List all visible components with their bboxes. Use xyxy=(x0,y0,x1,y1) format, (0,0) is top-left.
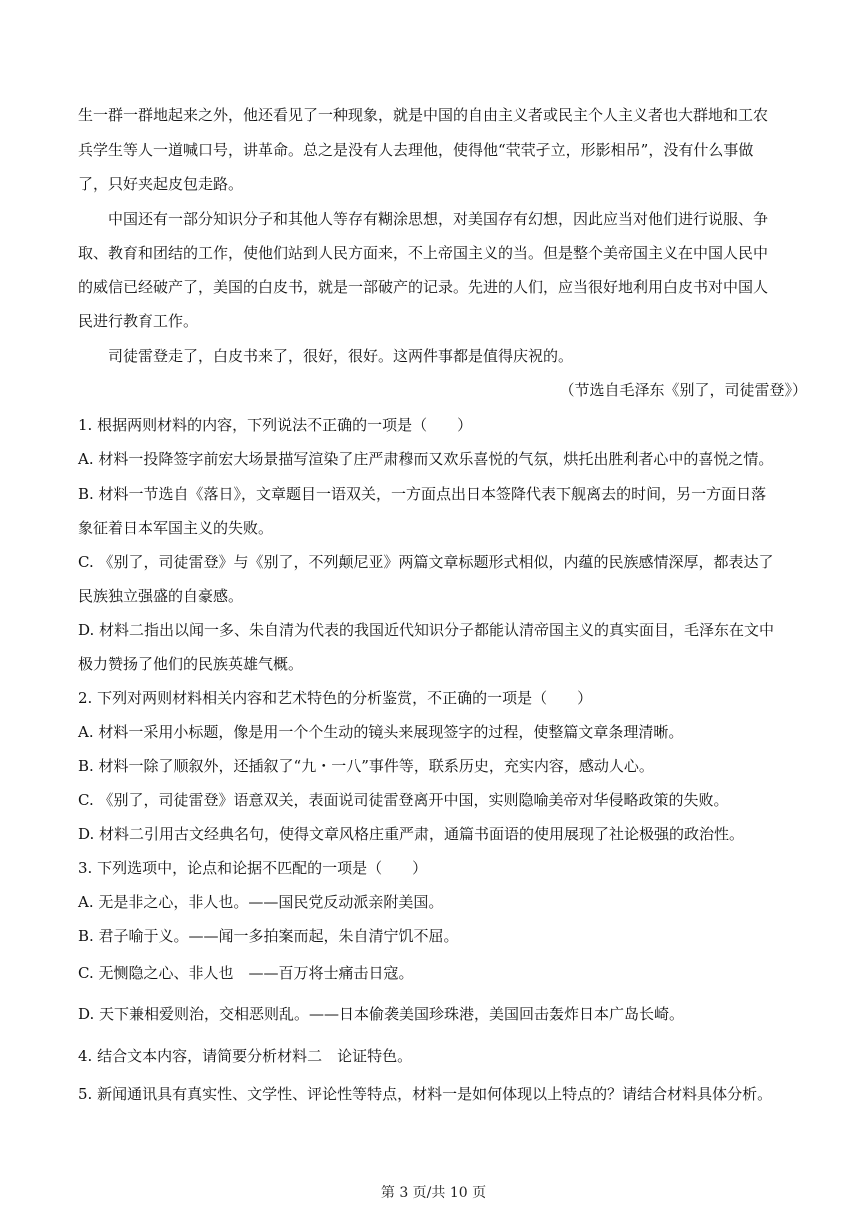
question-2-option-c: C. 《别了，司徒雷登》语意双关，表面说司徒雷登离开中国，实则隐喻美帝对华侵略政策的失败。 xyxy=(78,791,729,809)
question-1-option-c: C. 《别了，司徒雷登》与《别了，不列颠尼亚》两篇文章标题形式相似，内蕴的民族感情深厚，都表达了 xyxy=(78,553,774,571)
question-3-option-a: A. 无是非之心，非人也。——国民党反动派亲附美国。 xyxy=(78,893,444,911)
question-3-stem: 3. 下列选项中，论点和论据不匹配的一项是（ ） xyxy=(78,859,428,877)
passage-line: 兵学生等人一道喊口号，讲革命。总之是没有人去理他，使得他“茕茕孑立，形影相吊”，没有什么事做 xyxy=(78,141,754,159)
question-2-option-b: B. 材料一除了顺叙外，还插叙了“九・一八”事件等，联系历史，充实内容，感动人心。 xyxy=(78,757,654,775)
passage-line: 司徒雷登走了，白皮书来了，很好，很好。这两件事都是值得庆祝的。 xyxy=(108,347,574,365)
question-3-option-b: B. 君子喻于义。——闻一多拍案而起，朱自清宁饥不屈。 xyxy=(78,927,459,945)
question-1-option-b-cont: 象征着日本军国主义的失败。 xyxy=(78,519,274,537)
question-4: 4. 结合文本内容，请简要分析材料二 论证特色。 xyxy=(78,1047,413,1065)
question-1-option-d-cont: 极力赞扬了他们的民族英雄气概。 xyxy=(78,655,304,673)
question-2-option-a: A. 材料一采用小标题，像是用一个个生动的镜头来展现签字的过程，使整篇文章条理清晰。 xyxy=(78,723,684,741)
question-1-option-b: B. 材料一节选自《落日》，文章题目一语双关，一方面点出日本签降代表下舰离去的时间，另一方面日落 xyxy=(78,485,767,503)
question-3-option-d: D. 天下兼相爱则治，交相恶则乱。——日本偷袭美国珍珠港，美国回击轰炸日本广岛长崎。 xyxy=(78,1005,685,1023)
question-1-option-a: A. 材料一投降签字前宏大场景描写渲染了庄严肃穆而又欢乐喜悦的气氛，烘托出胜利者心中的喜悦之情。 xyxy=(78,450,774,468)
passage-line: 民进行教育工作。 xyxy=(78,312,199,330)
question-5: 5. 新闻通讯具有真实性、文学性、评论性等特点，材料一是如何体现以上特点的？请结合材料具体分析。 xyxy=(78,1085,773,1103)
question-1-option-c-cont: 民族独立强盛的自豪感。 xyxy=(78,587,244,605)
passage-line: 中国还有一部分知识分子和其他人等存有糊涂思想，对美国存有幻想，因此应当对他们进行说服、争 xyxy=(108,210,769,228)
question-3-option-c: C. 无恻隐之心、非人也 ——百万将士痛击日寇。 xyxy=(78,964,414,982)
question-1-stem: 1. 根据两则材料的内容，下列说法不正确的一项是（ ） xyxy=(78,416,473,434)
question-2-stem: 2. 下列对两则材料相关内容和艺术特色的分析鉴赏，不正确的一项是（ ） xyxy=(78,689,593,707)
page-footer: 第 3 页/共 10 页 xyxy=(380,1185,487,1201)
question-1-option-d: D. 材料二指出以闻一多、朱自清为代表的我国近代知识分子都能认清帝国主义的真实面目，毛泽东在文中 xyxy=(78,621,775,639)
passage-line: 了，只好夹起皮包走路。 xyxy=(78,175,244,193)
passage-line: 的威信已经破产了，美国的白皮书，就是一部破产的记录。先进的人们，应当很好地利用白皮书对中国人 xyxy=(78,278,769,296)
passage-line: 取、教育和团结的工作，使他们站到人民方面来，不上帝国主义的当。但是整个美帝国主义在中国人民中 xyxy=(78,244,769,262)
passage-line: 生一群一群地起来之外，他还看见了一种现象，就是中国的自由主义者或民主个人主义者也大群地和工农 xyxy=(78,106,769,124)
passage-source: （节选自毛泽东《别了，司徒雷登》） xyxy=(559,381,807,399)
question-2-option-d: D. 材料二引用古文经典名句，使得文章风格庄重严肃，通篇书面语的使用展现了社论极强的政治性。 xyxy=(78,825,745,843)
